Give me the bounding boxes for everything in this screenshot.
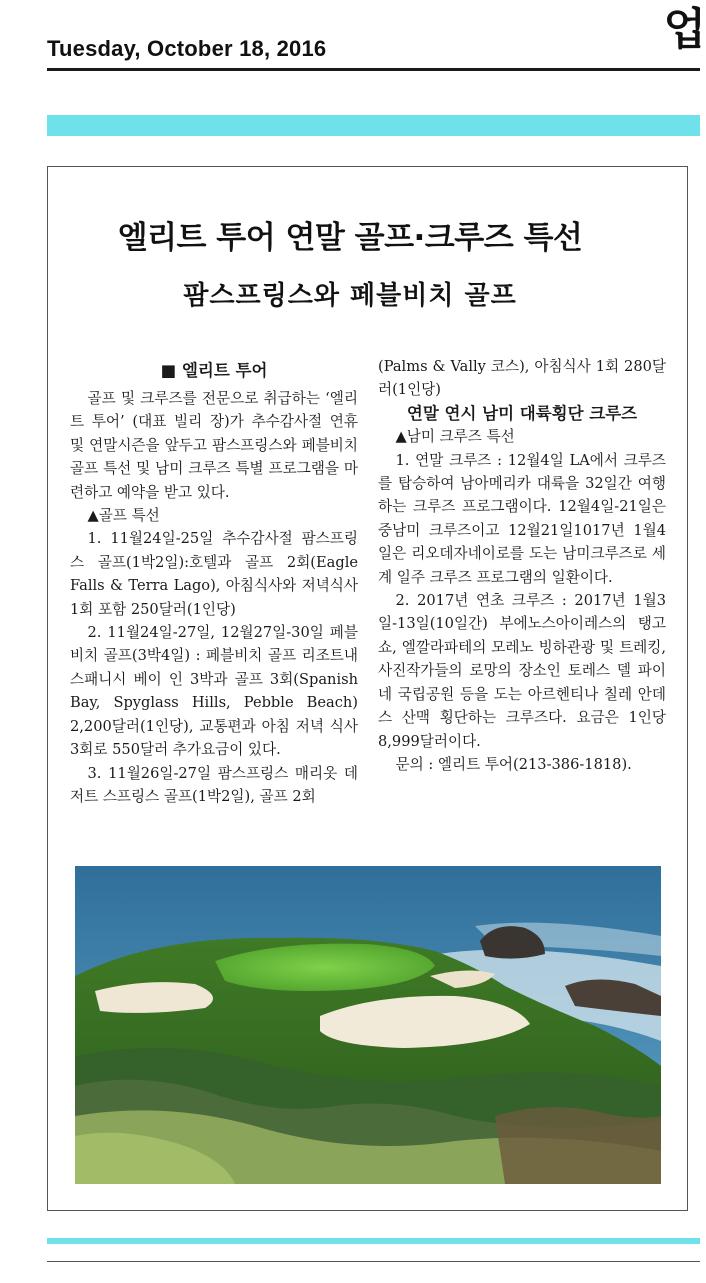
article-headline: 엘리트 투어 연말 골프·크루즈 특선 bbox=[117, 220, 583, 256]
right-column bbox=[378, 355, 666, 776]
golf-special-label: ▲골프 특선 bbox=[87, 507, 160, 525]
left-column bbox=[70, 355, 358, 808]
cruise-item-2: 2. 2017년 연초 크루즈 : 2017년 1월3일-13일(10일간) 부에노스아이레스의 탱고쇼, 엘깔라파테의 모레노 빙하관광 및 트레킹, 사진작가들의 로망의 장소인 토레스 델 파이네 국립공원 등을 도는 아르헨티나 칠레 안데스 산맥 횡단하는 크루즈다. 요금은 1인당 8,999달러이다. bbox=[378, 592, 666, 750]
top-accent-band bbox=[47, 115, 700, 136]
golf-item-1: 1. 11월24일-25일 추수감사절 팜스프링스 골프(1박2일):호텔과 골프 2회(Eagle Falls & Terra Lago), 아침식사와 저녁식사 1회 포함 250달러(1인당) bbox=[70, 530, 358, 618]
bottom-accent-band bbox=[47, 1238, 700, 1244]
article-subhead: 팜스프링스와 페블비치 골프 bbox=[183, 281, 517, 311]
cruise-special-label: ▲남미 크루즈 특선 bbox=[395, 428, 515, 446]
bottom-rule bbox=[47, 1261, 700, 1262]
golf-item-3-continuation: (Palms & Vally 코스), 아침식사 1회 280달러(1인당) bbox=[378, 358, 666, 399]
masthead-glyph: 업 bbox=[663, 4, 706, 55]
cruise-item-1: 1. 연말 크루즈 : 12월4일 LA에서 크루즈를 탑승하여 남아메리카 대륙을 32일간 여행하는 크루즈 프로그램이다. 12월4일-21일은 중남미 크루즈이고 12월21일1017년 1월4일은 리오데자네이로를 도는 남미크루즈로 세계 일주 크루즈 프로그램의 일환이다. bbox=[378, 451, 666, 586]
golf-item-3: 3. 11월26일-27일 팜스프링스 매리옷 데저트 스프링스 골프(1박2일), 골프 2회 bbox=[70, 764, 358, 805]
intro-paragraph: 골프 및 크루즈를 전문으로 취급하는 ‘엘리트 투어’ (대표 빌리 장)가 추수감사절 연휴 및 연말시즌을 앞두고 팜스프링스와 페블비치 골프 특선 및 남미 크루즈 특별 프로그램을 마련하고 예약을 받고 있다. bbox=[70, 390, 358, 501]
golf-course-photo bbox=[75, 866, 661, 1184]
issue-date: Tuesday, October 18, 2016 bbox=[47, 36, 327, 61]
golf-item-2: 2. 11월24일-27일, 12월27일-30일 페블비치 골프(3박4일) : 페블비치 골프 리조트내 스패니시 베이 인 3박과 골프 3회(Spanish Bay, Spyglass Hills, Pebble Beach) 2,200달러(1인당), 교통편과 아침 저녁 식사 3회로 550달러 추가요금이 있다. bbox=[70, 624, 358, 759]
section-heading-elite-tour: ■ 엘리트 투어 bbox=[160, 361, 268, 380]
contact-info: 문의 : 엘리트 투어(213-386-1818). bbox=[395, 755, 632, 773]
section-heading-cruise: 연말 연시 남미 대륙횡단 크루즈 bbox=[406, 403, 638, 423]
top-rule bbox=[47, 68, 700, 71]
